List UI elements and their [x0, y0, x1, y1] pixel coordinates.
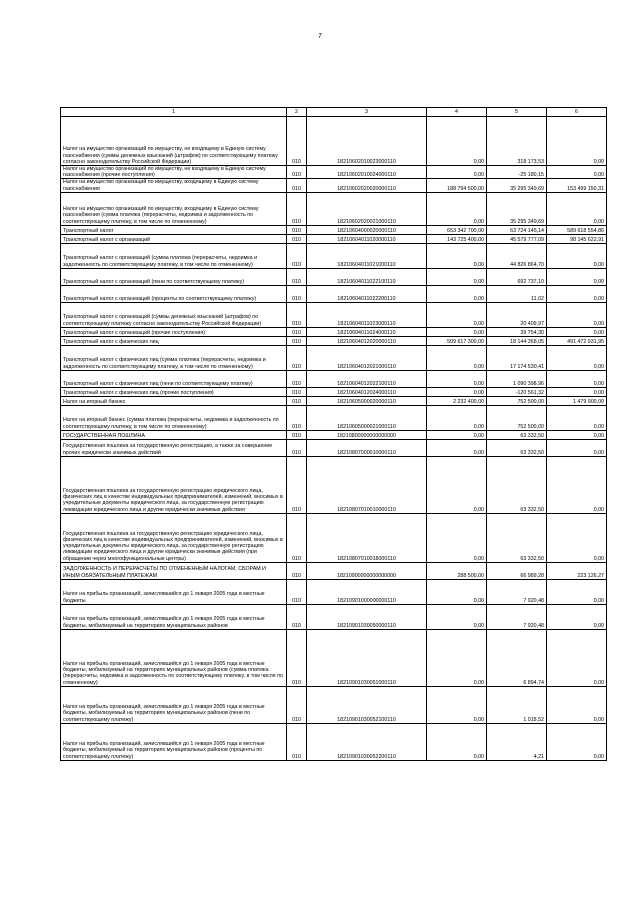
- cell-line-code: 010: [287, 686, 307, 723]
- table-row: [61, 192, 607, 225]
- cell-budget-code: 18210605000020000110: [307, 396, 427, 405]
- cell-unexecuted: 0,00: [547, 117, 607, 166]
- cell-executed: 1 018,52: [487, 686, 547, 723]
- cell-name: Транспортный налог с физических лиц (прочие поступления): [61, 387, 287, 396]
- cell-name: Транспортный налог с организаций (прочие поступления): [61, 327, 287, 336]
- table-row: [61, 686, 607, 723]
- cell-line-code: 010: [287, 439, 307, 456]
- table-row: [61, 405, 607, 430]
- cell-unexecuted: 0,00: [547, 579, 607, 604]
- cell-approved: 0,00: [427, 327, 487, 336]
- cell-name: Налог на прибыль организаций, зачислявшийся до 1 января 2005 года в местные бюджеты, мобилизуемый на территориях муниципальных районов (проценты по соответствующему платежу): [61, 723, 287, 760]
- cell-executed: 63 332,50: [487, 430, 547, 439]
- header-col-2: 2: [287, 108, 307, 117]
- cell-approved: 0,00: [427, 456, 487, 513]
- cell-line-code: 010: [287, 604, 307, 629]
- table-row: [61, 345, 607, 370]
- cell-approved: 653 342 700,00: [427, 225, 487, 234]
- cell-unexecuted: 0,00: [547, 405, 607, 430]
- cell-unexecuted: 0,00: [547, 166, 607, 179]
- cell-approved: 0,00: [427, 117, 487, 166]
- cell-name: Транспортный налог: [61, 225, 287, 234]
- table-row: [61, 179, 607, 192]
- cell-executed: 63 724 145,14: [487, 225, 547, 234]
- cell-name: Налог на прибыль организаций, зачислявшийся до 1 января 2005 года в местные бюджеты, мобилизуемый на территориях муниципальных районов (сумма платежа (перерасчеты, недоимка и задолженность по соответствующему платежу, в том числе по отмененному): [61, 629, 287, 686]
- cell-unexecuted: 0,00: [547, 268, 607, 285]
- cell-unexecuted: 0,00: [547, 243, 607, 268]
- table-row: [61, 513, 607, 562]
- cell-name: Транспортный налог с физических лиц (сумма платежа (перерасчеты, недоимка и задолженность по соответствующему платежу, в том числе по отмененному): [61, 345, 287, 370]
- cell-line-code: 010: [287, 268, 307, 285]
- table-row: [61, 234, 607, 243]
- cell-executed: 692 737,10: [487, 268, 547, 285]
- cell-name: Налог на игорный бизнес (сумма платежа (перерасчеты, недоимка и задолженность по соответствующему платежу, в том числе по отмененному): [61, 405, 287, 430]
- table-row: [61, 117, 607, 166]
- cell-line-code: 010: [287, 513, 307, 562]
- cell-name: Транспортный налог с физических лиц (пени по соответствующему платежу): [61, 370, 287, 387]
- cell-name: Налог на имущество организаций по имуществу, не входящему в Единую систему газоснабжения (прочие поступления): [61, 166, 287, 179]
- table-row: [61, 723, 607, 760]
- cell-executed: 752 500,00: [487, 405, 547, 430]
- table-row: [61, 336, 607, 345]
- cell-name: Транспортный налог с организаций (пени по соответствующему платежу): [61, 268, 287, 285]
- cell-line-code: 010: [287, 234, 307, 243]
- table-header-row: [61, 108, 607, 117]
- cell-unexecuted: 0,00: [547, 430, 607, 439]
- cell-line-code: 010: [287, 723, 307, 760]
- cell-unexecuted: 491 472 931,95: [547, 336, 607, 345]
- cell-budget-code: 18210605000021000110: [307, 405, 427, 430]
- table-row: [61, 439, 607, 456]
- cell-approved: 0,00: [427, 192, 487, 225]
- cell-approved: 2 232 400,00: [427, 396, 487, 405]
- cell-line-code: 010: [287, 370, 307, 387]
- cell-executed: -25 180,15: [487, 166, 547, 179]
- cell-approved: 0,00: [427, 166, 487, 179]
- cell-unexecuted: 0,00: [547, 513, 607, 562]
- cell-name: Государственная пошлина за государственную регистрацию юридического лица, физических лиц в качестве индивидуальных предпринимателей, изменений, вносимых в учредительные документы юридического лица, за государственную регистрацию ликвидации юридического лица и другие юридически значимые действия: [61, 456, 287, 513]
- cell-executed: 11,02: [487, 285, 547, 302]
- cell-executed: 39 754,30: [487, 327, 547, 336]
- cell-budget-code: 18210604012022100110: [307, 370, 427, 387]
- cell-name: Транспортный налог с организаций (проценты по соответствующему платежу): [61, 285, 287, 302]
- cell-budget-code: 18210604011024000110: [307, 327, 427, 336]
- cell-approved: 0,00: [427, 439, 487, 456]
- cell-line-code: 010: [287, 327, 307, 336]
- table-body: [61, 117, 607, 761]
- cell-approved: 0,00: [427, 405, 487, 430]
- table-row: [61, 430, 607, 439]
- cell-budget-code: 18210604011021000110: [307, 243, 427, 268]
- cell-budget-code: 18210807010018000110: [307, 513, 427, 562]
- cell-approved: 0,00: [427, 345, 487, 370]
- table-row: [61, 370, 607, 387]
- cell-budget-code: 18210602020021000110: [307, 192, 427, 225]
- cell-budget-code: 18210901030052200110: [307, 723, 427, 760]
- cell-executed: 63 332,50: [487, 439, 547, 456]
- cell-approved: 0,00: [427, 723, 487, 760]
- cell-name: Налог на игорный бизнес: [61, 396, 287, 405]
- cell-budget-code: 18210604011023000110: [307, 302, 427, 327]
- cell-executed: 44 826 864,70: [487, 243, 547, 268]
- cell-line-code: 010: [287, 456, 307, 513]
- table-row: [61, 243, 607, 268]
- cell-approved: 509 617 300,00: [427, 336, 487, 345]
- cell-executed: 752 500,00: [487, 396, 547, 405]
- header-col-1: 1: [61, 108, 287, 117]
- cell-unexecuted: 1 479 900,00: [547, 396, 607, 405]
- cell-executed: 63 332,50: [487, 456, 547, 513]
- cell-line-code: 010: [287, 117, 307, 166]
- header-col-6: 6: [547, 108, 607, 117]
- cell-name: Транспортный налог с физических лиц: [61, 336, 287, 345]
- page-number: 7: [318, 33, 322, 40]
- cell-approved: 0,00: [427, 579, 487, 604]
- cell-name: Транспортный налог с организаций (суммы денежных взысканий (штрафов) по соответствующему платежу согласно законодательству Российской Федерации): [61, 302, 287, 327]
- cell-budget-code: 18210604011022200110: [307, 285, 427, 302]
- table-row: [61, 166, 607, 179]
- cell-budget-code: 18210901030052100110: [307, 686, 427, 723]
- header-col-3: 3: [307, 108, 427, 117]
- cell-line-code: 010: [287, 225, 307, 234]
- cell-budget-code: 18210604012020000110: [307, 336, 427, 345]
- cell-budget-code: 18210604012021000110: [307, 345, 427, 370]
- cell-unexecuted: 0,00: [547, 302, 607, 327]
- cell-line-code: 010: [287, 405, 307, 430]
- cell-line-code: 010: [287, 387, 307, 396]
- cell-budget-code: 18210900000000000000: [307, 562, 427, 579]
- cell-approved: 0,00: [427, 370, 487, 387]
- cell-unexecuted: 0,00: [547, 327, 607, 336]
- cell-line-code: 010: [287, 192, 307, 225]
- cell-executed: 45 579 777,09: [487, 234, 547, 243]
- cell-name: Налог на прибыль организаций, зачислявшийся до 1 января 2005 года в местные бюджеты: [61, 579, 287, 604]
- cell-line-code: 010: [287, 302, 307, 327]
- cell-line-code: 010: [287, 285, 307, 302]
- cell-budget-code: 18210807000010000110: [307, 439, 427, 456]
- table-row: [61, 604, 607, 629]
- cell-unexecuted: 0,00: [547, 604, 607, 629]
- cell-executed: 1 090 398,96: [487, 370, 547, 387]
- cell-unexecuted: 0,00: [547, 686, 607, 723]
- cell-budget-code: 18210604000020000110: [307, 225, 427, 234]
- cell-name: ЗАДОЛЖЕННОСТЬ И ПЕРЕРАСЧЕТЫ ПО ОТМЕНЕННЫМ НАЛОГАМ, СБОРАМ И ИНЫМ ОБЯЗАТЕЛЬНЫМ ПЛАТЕЖАМ: [61, 562, 287, 579]
- cell-name: Государственная пошлина за государственную регистрацию юридического лица, физических лиц в качестве индивидуальных предпринимателей, изменений, вносимых в учредительные документы юридического лица, за государственную регистрацию ликвидации юридического лица и другие юридически значимые действия (при обращении через многофункциональные центры): [61, 513, 287, 562]
- cell-name: ГОСУДАРСТВЕННАЯ ПОШЛИНА: [61, 430, 287, 439]
- cell-unexecuted: 0,00: [547, 456, 607, 513]
- cell-line-code: 010: [287, 396, 307, 405]
- cell-executed: 6 894,74: [487, 629, 547, 686]
- cell-budget-code: 18210604012024000110: [307, 387, 427, 396]
- cell-unexecuted: 0,00: [547, 387, 607, 396]
- cell-executed: 18 144 368,05: [487, 336, 547, 345]
- cell-line-code: 010: [287, 562, 307, 579]
- cell-executed: 7 920,48: [487, 604, 547, 629]
- cell-approved: 0,00: [427, 686, 487, 723]
- table-row: [61, 268, 607, 285]
- cell-unexecuted: 153 499 150,31: [547, 179, 607, 192]
- cell-executed: -120 561,32: [487, 387, 547, 396]
- cell-budget-code: 18210800000000000000: [307, 430, 427, 439]
- table-row: [61, 579, 607, 604]
- cell-approved: 188 794 500,00: [427, 179, 487, 192]
- cell-executed: 4,21: [487, 723, 547, 760]
- cell-executed: 20 409,97: [487, 302, 547, 327]
- cell-name: Государственная пошлина за государственную регистрацию, а также за совершение прочих юридически значимых действий: [61, 439, 287, 456]
- cell-unexecuted: 0,00: [547, 439, 607, 456]
- cell-line-code: 010: [287, 629, 307, 686]
- cell-name: Налог на имущество организаций по имуществу, не входящему в Единую систему газоснабжения (суммы денежных взысканий (штрафов) по соответствующему платежу согласно законодательству Российской Федерации): [61, 117, 287, 166]
- table-row: [61, 456, 607, 513]
- cell-unexecuted: 98 145 622,91: [547, 234, 607, 243]
- cell-line-code: 010: [287, 345, 307, 370]
- cell-budget-code: 18210602020020000110: [307, 179, 427, 192]
- cell-budget-code: 18210604011020000110: [307, 234, 427, 243]
- cell-name: Налог на прибыль организаций, зачислявшийся до 1 января 2005 года в местные бюджеты, мобилизуемый на территориях муниципальных районов (пени по соответствующему платежу): [61, 686, 287, 723]
- cell-line-code: 010: [287, 179, 307, 192]
- cell-budget-code: 18210901000000000110: [307, 579, 427, 604]
- cell-unexecuted: 0,00: [547, 192, 607, 225]
- cell-approved: 0,00: [427, 302, 487, 327]
- cell-line-code: 010: [287, 336, 307, 345]
- cell-unexecuted: 223 126,27: [547, 562, 607, 579]
- cell-budget-code: 18210602010024000110: [307, 166, 427, 179]
- cell-approved: 288 500,00: [427, 562, 487, 579]
- table-row: [61, 387, 607, 396]
- cell-approved: 0,00: [427, 513, 487, 562]
- cell-unexecuted: 0,00: [547, 285, 607, 302]
- cell-unexecuted: 589 618 554,86: [547, 225, 607, 234]
- cell-executed: 35 295 349,69: [487, 179, 547, 192]
- cell-budget-code: 18210604011022100110: [307, 268, 427, 285]
- cell-approved: 0,00: [427, 387, 487, 396]
- table-row: [61, 285, 607, 302]
- cell-line-code: 010: [287, 243, 307, 268]
- cell-budget-code: 18210901030050000110: [307, 604, 427, 629]
- budget-report-table: [60, 107, 607, 761]
- table-row: [61, 302, 607, 327]
- cell-executed: 35 295 349,69: [487, 192, 547, 225]
- table-row: [61, 225, 607, 234]
- header-col-5: 5: [487, 108, 547, 117]
- header-col-4: 4: [427, 108, 487, 117]
- table-row: [61, 629, 607, 686]
- cell-approved: 0,00: [427, 268, 487, 285]
- cell-executed: 63 332,50: [487, 513, 547, 562]
- cell-executed: 17 174 530,41: [487, 345, 547, 370]
- cell-unexecuted: 0,00: [547, 370, 607, 387]
- cell-budget-code: 18210602010023000110: [307, 117, 427, 166]
- cell-line-code: 010: [287, 579, 307, 604]
- cell-name: Транспортный налог с организаций: [61, 234, 287, 243]
- cell-approved: 0,00: [427, 285, 487, 302]
- cell-unexecuted: 0,00: [547, 629, 607, 686]
- table-row: [61, 562, 607, 579]
- table-row: [61, 327, 607, 336]
- cell-approved: 0,00: [427, 604, 487, 629]
- cell-unexecuted: 0,00: [547, 345, 607, 370]
- cell-name: Транспортный налог с организаций (сумма платежа (перерасчеты, недоимка и задолженность по соответствующему платежу, в том числе по отмененному): [61, 243, 287, 268]
- cell-approved: 0,00: [427, 243, 487, 268]
- cell-budget-code: 18210807010010000110: [307, 456, 427, 513]
- cell-name: Налог на имущество организаций по имуществу, входящему в Единую систему газоснабжения: [61, 179, 287, 192]
- cell-name: Налог на прибыль организаций, зачислявшийся до 1 января 2005 года в местные бюджеты, мобилизуемый на территориях муниципальных районов: [61, 604, 287, 629]
- cell-unexecuted: 0,00: [547, 723, 607, 760]
- cell-line-code: 010: [287, 430, 307, 439]
- cell-budget-code: 18210901030051000110: [307, 629, 427, 686]
- cell-approved: 143 725 400,00: [427, 234, 487, 243]
- cell-approved: 0,00: [427, 430, 487, 439]
- cell-executed: 66 989,28: [487, 562, 547, 579]
- cell-name: Налог на имущество организаций по имуществу, входящему в Единую систему газоснабжения (сумма платежа (перерасчеты, недоимка и задолженность по соответствующему платежу, в том числе по отмененному): [61, 192, 287, 225]
- cell-line-code: 010: [287, 166, 307, 179]
- cell-executed: 7 920,48: [487, 579, 547, 604]
- cell-approved: 0,00: [427, 629, 487, 686]
- cell-executed: 318 173,53: [487, 117, 547, 166]
- table-row: [61, 396, 607, 405]
